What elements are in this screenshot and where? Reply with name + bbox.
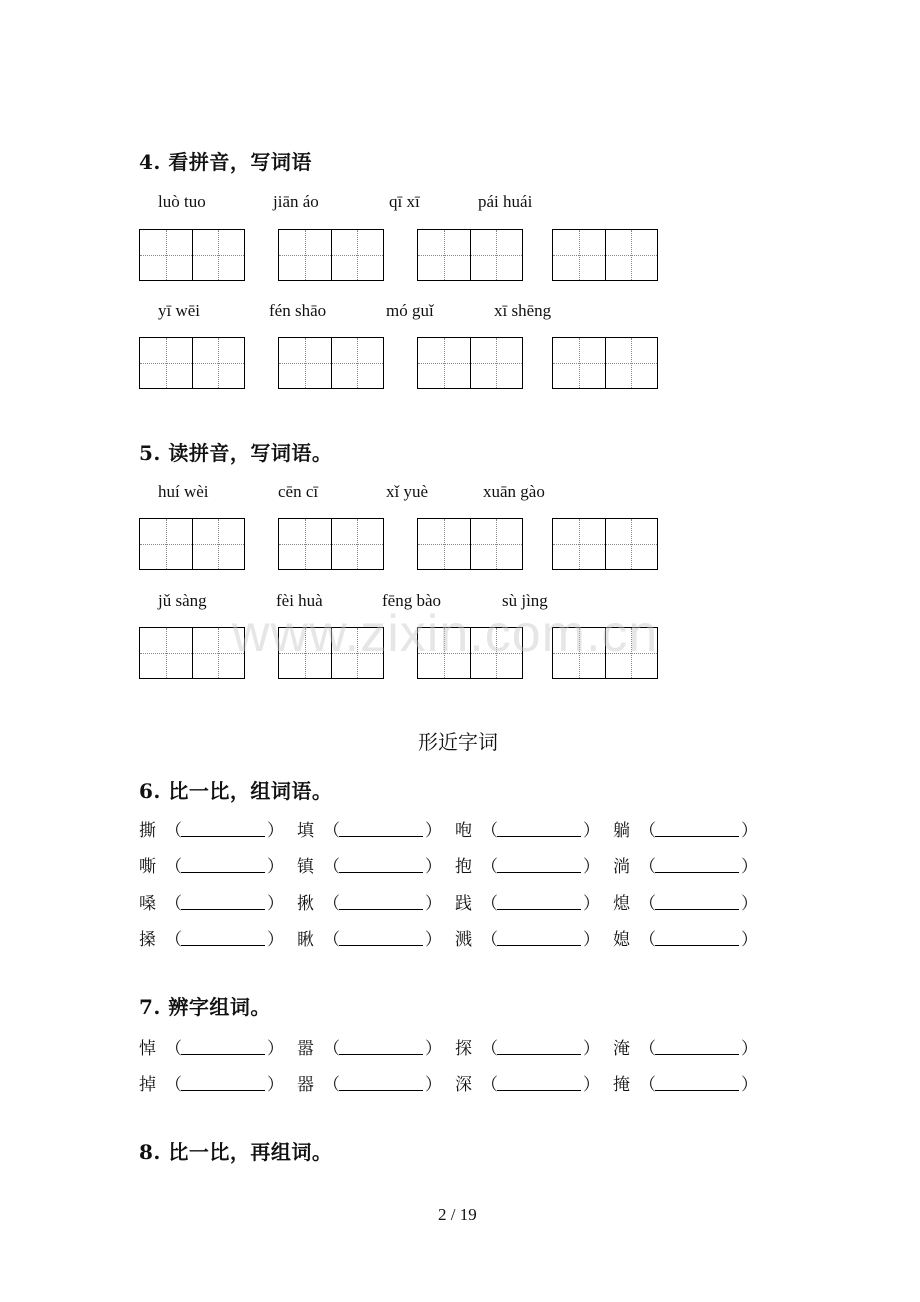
word-char: 嚣 [297, 1038, 314, 1059]
pinyin-label: yī wēi [158, 301, 201, 320]
word-item [139, 1070, 284, 1095]
word-char: 嗓 [139, 893, 156, 914]
pinyin-label: qī xī [389, 192, 420, 211]
paren-close: ） [425, 1074, 442, 1095]
writing-grid[interactable] [139, 337, 245, 389]
pinyin-label: huí wèi [158, 482, 209, 501]
word-char: 悼 [139, 1038, 156, 1059]
paren-open: （ [481, 820, 498, 841]
word-char: 躺 [613, 820, 630, 841]
writing-grid[interactable] [139, 229, 245, 281]
answer-blank[interactable] [655, 820, 739, 837]
question-4-title: 4. 看拼音，写词语 [139, 150, 312, 174]
word-item [613, 1070, 758, 1095]
paren-close: ） [583, 893, 600, 914]
pinyin-label: jiān áo [273, 192, 319, 211]
paren-open: （ [481, 893, 498, 914]
pinyin-label: cēn cī [278, 482, 319, 501]
paren-close: ） [583, 820, 600, 841]
answer-blank[interactable] [339, 1038, 423, 1055]
pinyin-label: mó guǐ [386, 301, 434, 320]
paren-close: ） [425, 820, 442, 841]
word-item [297, 816, 442, 841]
pinyin-label: xuān gào [483, 482, 545, 501]
answer-blank[interactable] [181, 856, 265, 873]
word-char: 深 [455, 1074, 472, 1095]
paren-close: ） [583, 1074, 600, 1095]
word-item [455, 816, 600, 841]
paren-open: （ [323, 857, 340, 877]
paren-close: ） [425, 893, 442, 914]
pinyin-label: xǐ yuè [386, 482, 429, 501]
writing-grid[interactable] [278, 229, 384, 281]
word-char: 瞅 [297, 930, 314, 950]
pinyin-label: pái huái [478, 192, 533, 211]
writing-grid[interactable] [417, 337, 523, 389]
pinyin-label: luò tuo [158, 192, 206, 211]
word-char: 嘶 [139, 857, 156, 877]
paren-open: （ [323, 893, 340, 914]
paren-open: （ [639, 1038, 656, 1059]
answer-blank[interactable] [181, 1074, 265, 1091]
pinyin-label: fēng bào [382, 591, 442, 610]
paren-close: ） [425, 1038, 442, 1059]
pinyin-label: sù jìng [502, 591, 548, 610]
word-char: 撕 [139, 820, 156, 841]
word-item [297, 1070, 442, 1095]
word-char: 镇 [297, 857, 314, 877]
answer-blank[interactable] [655, 1074, 739, 1091]
paren-close: ） [741, 857, 758, 877]
word-item [139, 853, 284, 877]
paren-close: ） [741, 930, 758, 950]
section-heading: 形近字词 [418, 730, 498, 754]
paren-close: ） [741, 1074, 758, 1095]
answer-blank[interactable] [655, 893, 739, 910]
paren-open: （ [481, 1074, 498, 1095]
paren-open: （ [639, 1074, 656, 1095]
writing-grid[interactable] [417, 518, 523, 570]
answer-blank[interactable] [497, 893, 581, 910]
paren-close: ） [267, 930, 284, 950]
paren-close: ） [741, 893, 758, 914]
answer-blank[interactable] [181, 1038, 265, 1055]
paren-open: （ [165, 1074, 182, 1095]
word-char: 咆 [455, 820, 472, 841]
writing-grid[interactable] [552, 337, 658, 389]
writing-grid[interactable] [139, 627, 245, 679]
word-char: 器 [297, 1074, 314, 1095]
word-item [613, 853, 758, 877]
question-5-title: 5. 读拼音，写词语。 [139, 441, 333, 465]
answer-blank[interactable] [181, 893, 265, 910]
pinyin-label: xī shēng [494, 301, 552, 320]
writing-grid[interactable] [278, 337, 384, 389]
answer-blank[interactable] [655, 1038, 739, 1055]
page-number: 2 / 19 [438, 1205, 477, 1224]
pinyin-label: fén shāo [269, 301, 327, 320]
paren-close: ） [583, 1038, 600, 1059]
paren-open: （ [481, 1038, 498, 1059]
answer-blank[interactable] [339, 929, 423, 946]
paren-open: （ [481, 930, 498, 950]
word-item [455, 1070, 600, 1095]
paren-close: ） [425, 930, 442, 950]
paren-close: ） [267, 820, 284, 841]
word-item [455, 889, 600, 914]
word-item [297, 926, 442, 950]
word-item [139, 816, 284, 841]
answer-blank[interactable] [339, 893, 423, 910]
word-item [455, 926, 600, 950]
answer-blank[interactable] [497, 929, 581, 946]
answer-blank[interactable] [181, 820, 265, 837]
word-char: 探 [455, 1038, 472, 1059]
paren-open: （ [165, 857, 182, 877]
writing-grid[interactable] [417, 229, 523, 281]
writing-grid[interactable] [552, 518, 658, 570]
paren-open: （ [165, 930, 182, 950]
word-char: 践 [455, 893, 472, 914]
watermark: www.zixin.com.cn [232, 605, 659, 663]
paren-close: ） [267, 857, 284, 877]
word-item [297, 853, 442, 877]
answer-blank[interactable] [181, 929, 265, 946]
paren-close: ） [267, 1038, 284, 1059]
word-item [455, 853, 600, 877]
paren-open: （ [639, 820, 656, 841]
answer-blank[interactable] [339, 1074, 423, 1091]
word-char: 掩 [613, 1074, 630, 1095]
word-char: 溅 [455, 930, 472, 950]
word-char: 填 [297, 820, 314, 841]
paren-open: （ [165, 820, 182, 841]
paren-open: （ [323, 1038, 340, 1059]
paren-open: （ [165, 893, 182, 914]
paren-close: ） [267, 893, 284, 914]
word-char: 揪 [297, 893, 314, 914]
word-char: 熄 [613, 893, 630, 914]
word-char: 媳 [613, 930, 630, 950]
word-char: 淌 [613, 857, 630, 877]
word-item [613, 1034, 758, 1059]
question-7-title: 7. 辨字组词。 [139, 995, 271, 1019]
paren-open: （ [323, 820, 340, 841]
paren-open: （ [323, 1074, 340, 1095]
question-8-title: 8. 比一比，再组词。 [139, 1140, 333, 1164]
answer-blank[interactable] [339, 820, 423, 837]
word-item [297, 1034, 442, 1059]
word-item [613, 816, 758, 841]
answer-blank[interactable] [497, 1038, 581, 1055]
paren-open: （ [165, 1038, 182, 1059]
answer-blank[interactable] [655, 856, 739, 873]
answer-blank[interactable] [497, 820, 581, 837]
answer-blank[interactable] [497, 856, 581, 873]
writing-grid[interactable] [278, 518, 384, 570]
writing-grid[interactable] [139, 518, 245, 570]
word-char: 抱 [455, 857, 472, 877]
word-char: 掉 [139, 1074, 156, 1095]
word-item [613, 926, 758, 950]
answer-blank[interactable] [497, 1074, 581, 1091]
word-item [297, 889, 442, 914]
paren-close: ） [267, 1074, 284, 1095]
question-6-title: 6. 比一比，组词语。 [139, 779, 333, 803]
word-char: 搡 [139, 930, 156, 950]
paren-open: （ [639, 857, 656, 877]
word-item [455, 1034, 600, 1059]
paren-close: ） [583, 930, 600, 950]
paren-open: （ [639, 893, 656, 914]
writing-grid[interactable] [552, 229, 658, 281]
paren-close: ） [741, 820, 758, 841]
word-item [139, 1034, 284, 1059]
paren-open: （ [323, 930, 340, 950]
word-item [139, 926, 284, 950]
paren-open: （ [481, 857, 498, 877]
word-char: 淹 [613, 1038, 630, 1059]
paren-close: ） [583, 857, 600, 877]
word-item [139, 889, 284, 914]
paren-open: （ [639, 930, 656, 950]
word-item [613, 889, 758, 914]
pinyin-label: fèi huà [276, 591, 323, 610]
answer-blank[interactable] [655, 929, 739, 946]
paren-close: ） [741, 1038, 758, 1059]
answer-blank[interactable] [339, 856, 423, 873]
paren-close: ） [425, 857, 442, 877]
pinyin-label: jǔ sàng [158, 591, 207, 610]
